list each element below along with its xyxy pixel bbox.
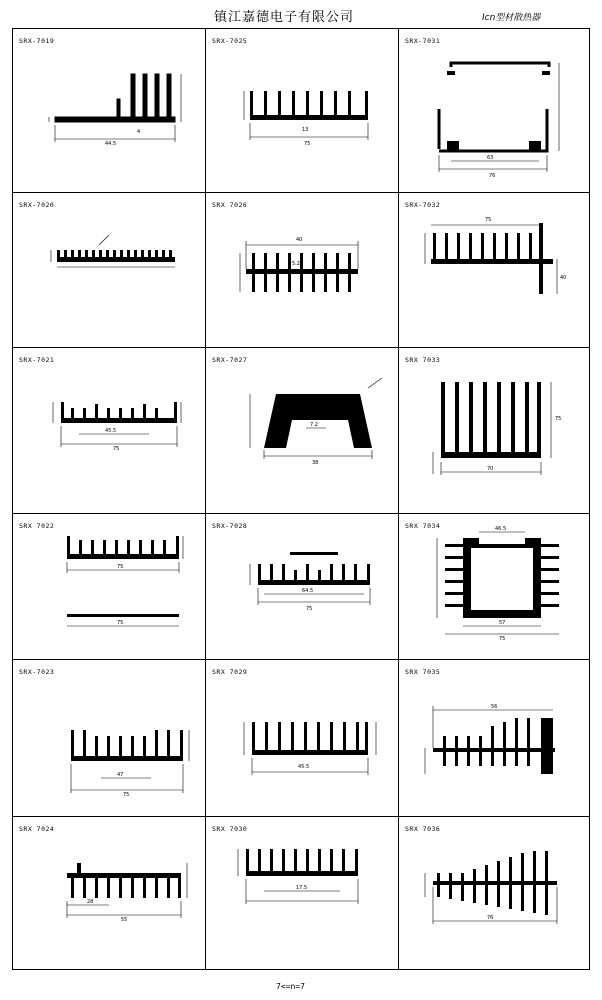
dimension-label: 55 <box>121 917 128 923</box>
dimension-label: 5.25 <box>292 261 304 267</box>
dimension-label: 75 <box>485 217 492 223</box>
heatsink-drawing <box>399 193 589 348</box>
heatsink-drawing <box>399 514 589 660</box>
profile-code: SRX 7022 <box>19 522 55 530</box>
heatsink-drawing <box>206 193 399 348</box>
dimension-label: 4 <box>137 129 141 135</box>
dimension-label: 44.5 <box>105 141 117 147</box>
dimension-label: 75 <box>304 141 311 147</box>
heatsink-drawing <box>13 817 206 969</box>
profile-cell <box>399 660 589 817</box>
heatsink-drawing <box>13 514 206 660</box>
heatsink-drawing <box>13 660 206 817</box>
heatsink-drawing <box>206 348 399 514</box>
dimension-label: 40 <box>560 275 567 281</box>
profile-cell <box>13 29 206 193</box>
profile-cell <box>399 348 589 514</box>
heatsink-drawing <box>206 514 399 660</box>
company-name: 镇江嘉德电子有限公司 <box>214 10 355 25</box>
heatsink-drawing <box>399 817 589 969</box>
profile-cell <box>13 817 206 969</box>
profile-cell <box>206 660 399 817</box>
heatsink-drawing <box>206 660 399 817</box>
dimension-label: 57 <box>499 620 506 626</box>
heatsink-drawing <box>13 29 206 193</box>
profile-code: SRX-7032 <box>405 201 441 209</box>
profile-cell <box>206 514 399 660</box>
profile-code: SRX 7029 <box>212 668 248 676</box>
dimension-label: 45.5 <box>298 764 310 770</box>
profile-cell <box>206 193 399 348</box>
profile-code: SRX-7023 <box>19 668 55 676</box>
series-title: Icn型材散热器 <box>482 13 541 23</box>
profile-code: SRX-7028 <box>212 522 248 530</box>
profile-code: SRX-7025 <box>212 37 248 45</box>
profile-cell <box>206 817 399 969</box>
profile-code: SRX 7035 <box>405 668 441 676</box>
dimension-label: 75 <box>117 620 124 626</box>
dimension-label: 28 <box>87 899 94 905</box>
page-number: 7<=n=7 <box>276 982 305 991</box>
profile-catalog-grid <box>12 28 590 970</box>
dimension-label: 70 <box>487 466 494 472</box>
profile-code: SRX-7031 <box>405 37 441 45</box>
profile-code: SRX 7036 <box>405 825 441 833</box>
dimension-label: 76 <box>489 173 496 179</box>
profile-code: SRX 7026 <box>212 201 248 209</box>
dimension-label: 75 <box>123 792 130 798</box>
heatsink-drawing <box>13 193 206 348</box>
page-header <box>0 0 602 28</box>
profile-code: SRX-7027 <box>212 356 248 364</box>
profile-cell <box>13 514 206 660</box>
heatsink-drawing <box>206 817 399 969</box>
dimension-label: 40 <box>296 237 303 243</box>
dimension-label: 17.5 <box>296 885 308 891</box>
profile-cell <box>206 348 399 514</box>
profile-code: SRX-7021 <box>19 356 55 364</box>
heatsink-drawing <box>13 348 206 514</box>
dimension-label: 75 <box>117 564 124 570</box>
dimension-label: 63 <box>487 155 494 161</box>
heatsink-drawing <box>206 29 399 193</box>
heatsink-drawing <box>399 660 589 817</box>
dimension-label: 76 <box>487 915 494 921</box>
heatsink-drawing <box>399 348 589 514</box>
profile-code: SRX 7030 <box>212 825 248 833</box>
profile-cell <box>206 29 399 193</box>
profile-cell <box>399 193 589 348</box>
profile-code: SRX-7019 <box>19 37 55 45</box>
profile-cell <box>13 660 206 817</box>
dimension-label: 75 <box>306 606 313 612</box>
profile-code: SRX 7024 <box>19 825 55 833</box>
profile-cell <box>399 514 589 660</box>
dimension-label: 45.5 <box>105 428 117 434</box>
dimension-label: 46.5 <box>495 526 507 532</box>
dimension-label: 75 <box>555 416 562 422</box>
profile-code: SRX-7020 <box>19 201 55 209</box>
dimension-label: 13 <box>302 127 309 133</box>
dimension-label: 56 <box>491 704 498 710</box>
dimension-label: 38 <box>312 460 319 466</box>
profile-cell <box>399 29 589 193</box>
dimension-label: 64.5 <box>302 588 314 594</box>
profile-code: SRX 7034 <box>405 522 441 530</box>
dimension-label: 75 <box>113 446 120 452</box>
profile-code: SRX 7033 <box>405 356 441 364</box>
dimension-label: 47 <box>117 772 124 778</box>
profile-cell <box>13 193 206 348</box>
profile-cell <box>13 348 206 514</box>
profile-cell <box>399 817 589 969</box>
dimension-label: 7.2 <box>310 422 318 428</box>
heatsink-drawing <box>399 29 589 193</box>
dimension-label: 75 <box>499 636 506 642</box>
